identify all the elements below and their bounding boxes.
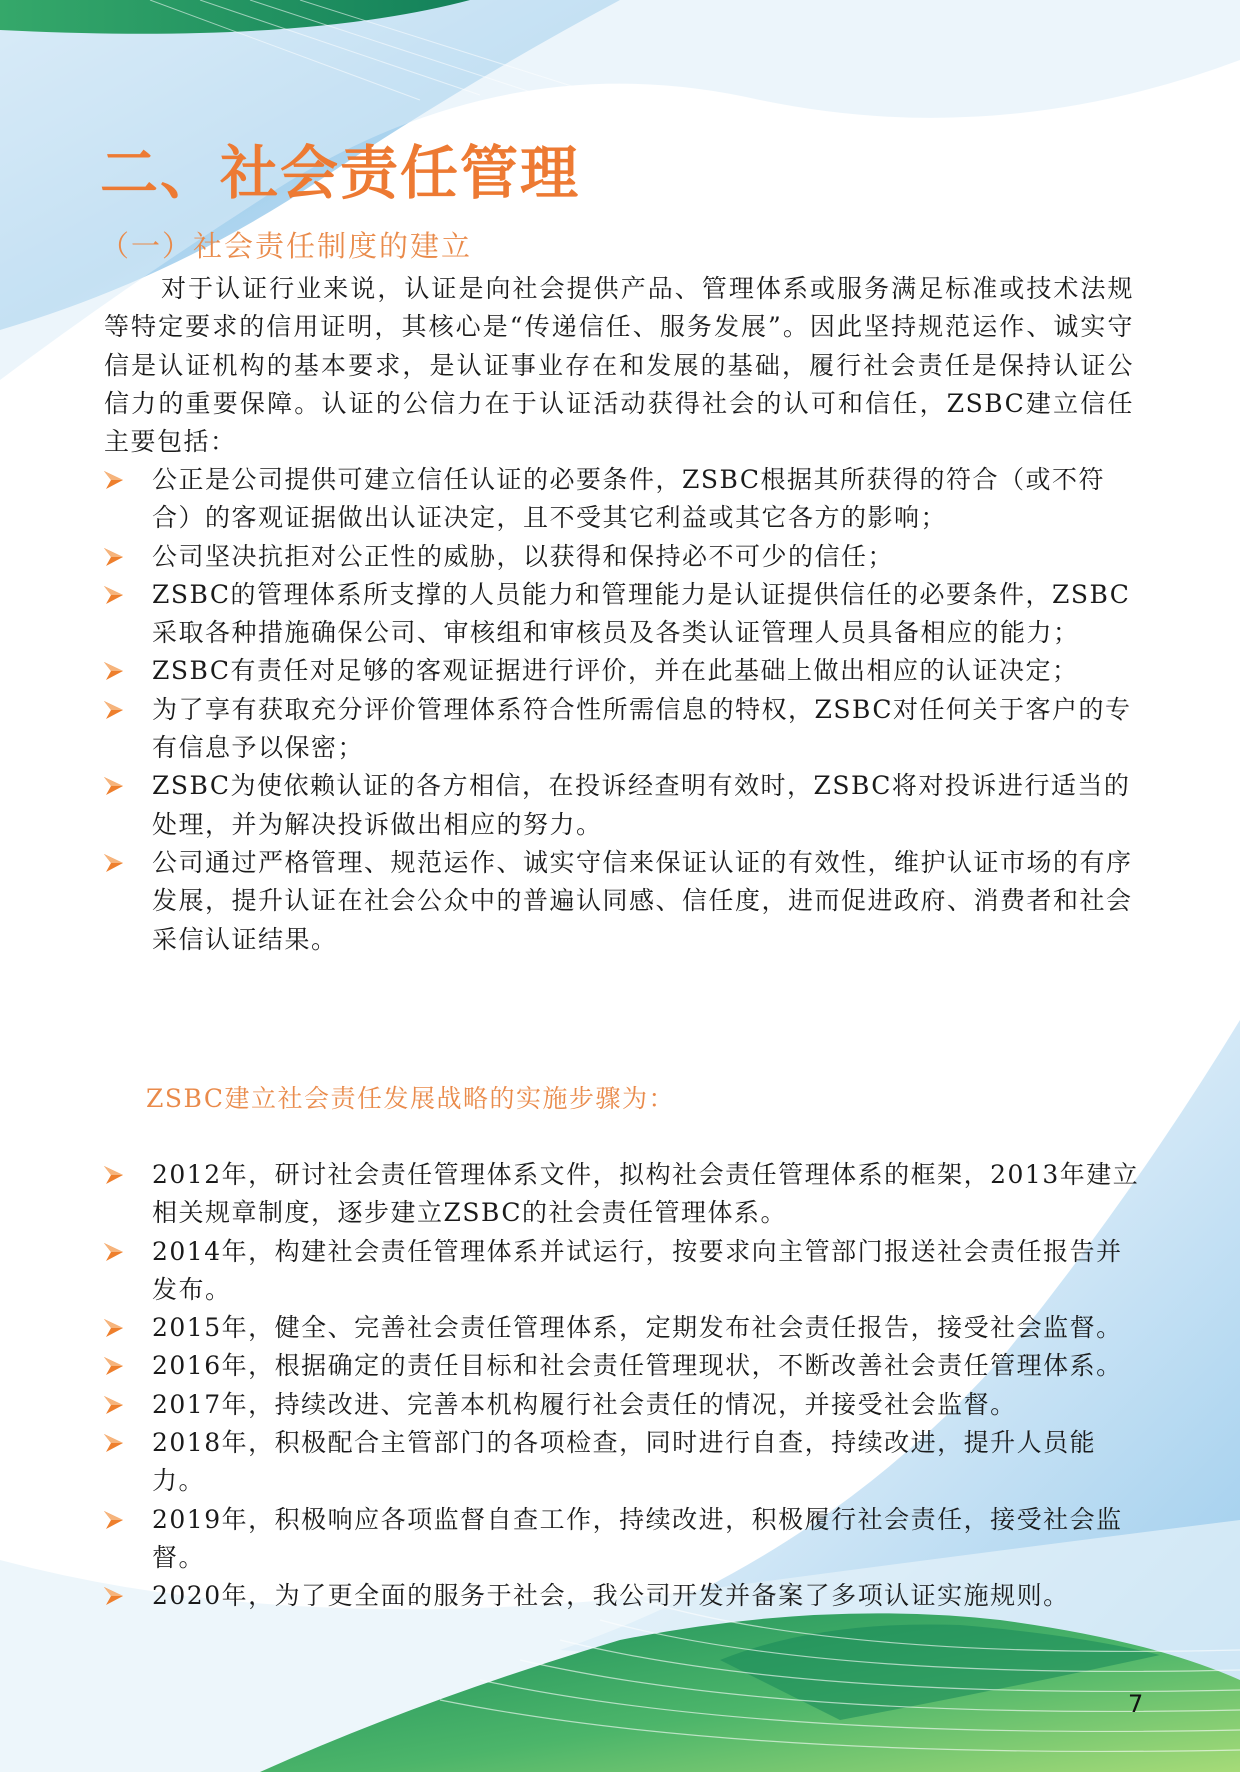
list-item (100, 1577, 1140, 1615)
list-item (100, 1347, 1140, 1385)
list-item (100, 461, 1140, 538)
arrowhead-bullet-icon (102, 660, 124, 682)
list-item (100, 1424, 1140, 1501)
arrowhead-bullet-icon (102, 852, 124, 874)
list-item-text: 2019年，积极响应各项监督自查工作，持续改进，积极履行社会责任，接受社会监督。 (152, 1504, 1123, 1572)
arrowhead-bullet-icon (102, 546, 124, 568)
list-item-text: ZSBC为使依赖认证的各方相信，在投诉经查明有效时，ZSBC将对投诉进行适当的处理，并为解决投诉做出相应的努力。 (152, 771, 1131, 839)
trust-list (100, 461, 1140, 959)
section-title: 二、社会责任管理 (100, 139, 581, 207)
list-item (100, 844, 1140, 959)
list-item-text: 2017年，持续改进、完善本机构履行社会责任的情况，并接受社会监督。 (152, 1389, 1017, 1419)
list-item (100, 1233, 1140, 1310)
arrowhead-bullet-icon (102, 1394, 124, 1416)
arrowhead-bullet-icon (102, 775, 124, 797)
list-item-text: 为了享有获取充分评价管理体系符合性所需信息的特权，ZSBC对任何关于客户的专有信息予以保密； (152, 694, 1132, 763)
arrowhead-bullet-icon (102, 1585, 124, 1607)
list-item (100, 538, 1140, 576)
list-item-text: 2018年，积极配合主管部门的各项检查，同时进行自查，持续改进，提升人员能力。 (152, 1428, 1097, 1496)
strategy-steps-list (100, 1156, 1140, 1616)
list-item-text: ZSBC有责任对足够的客观证据进行评价，并在此基础上做出相应的认证决定； (152, 656, 1079, 686)
list-item (100, 691, 1140, 768)
list-item (100, 1501, 1140, 1578)
arrowhead-bullet-icon (102, 1164, 124, 1186)
subsection-title: （一）社会责任制度的建立 (100, 229, 473, 263)
list-item-text: 2014年，构建社会责任管理体系并试运行，按要求向主管部门报送社会责任报告并发布。 (152, 1236, 1123, 1304)
arrowhead-bullet-icon (102, 469, 124, 491)
list-item-text: 2020年，为了更全面的服务于社会，我公司开发并备案了多项认证实施规则。 (152, 1581, 1070, 1611)
list-item (100, 1309, 1140, 1347)
arrowhead-bullet-icon (102, 1355, 124, 1377)
arrowhead-bullet-icon (102, 699, 124, 721)
list-item-text: 公正是公司提供可建立信任认证的必要条件，ZSBC根据其所获得的符合（或不符合）的客观证据做出认证决定，且不受其它利益或其它各方的影响； (152, 465, 1105, 533)
arrowhead-bullet-icon (102, 1432, 124, 1454)
list-item-text: ZSBC的管理体系所支撑的人员能力和管理能力是认证提供信任的必要条件，ZSBC采取各种措施确保公司、审核组和审核员及各类认证管理人员具备相应的能力； (152, 579, 1131, 648)
list-item (100, 1386, 1140, 1424)
list-item (100, 767, 1140, 844)
arrowhead-bullet-icon (102, 1509, 124, 1531)
list-item-text: 2016年，根据确定的责任目标和社会责任管理现状，不断改善社会责任管理体系。 (152, 1351, 1123, 1381)
list-item (100, 652, 1140, 690)
list-item (100, 576, 1140, 653)
list-item-text: 公司通过严格管理、规范运作、诚实守信来保证认证的有效性，维护认证市场的有序发展，提升认证在社会公众中的普遍认同感、信任度，进而促进政府、消费者和社会采信认证结果。 (152, 847, 1133, 954)
strategy-heading: ZSBC建立社会责任发展战略的实施步骤为： (146, 1084, 675, 1113)
arrowhead-bullet-icon (102, 1317, 124, 1339)
list-item (100, 1156, 1140, 1233)
page-number: 7 (1128, 1690, 1144, 1718)
list-item-text: 2015年，健全、完善社会责任管理体系，定期发布社会责任报告，接受社会监督。 (152, 1313, 1123, 1343)
arrowhead-bullet-icon (102, 584, 124, 606)
arrowhead-bullet-icon (102, 1241, 124, 1263)
list-item-text: 公司坚决抗拒对公正性的威胁，以获得和保持必不可少的信任； (152, 541, 895, 571)
intro-paragraph: 对于认证行业来说，认证是向社会提供产品、管理体系或服务满足标准或技术法规等特定要求的信用证明，其核心是“传递信任、服务发展”。因此坚持规范运作、诚实守信是认证机构的基本要求，是认证事业存在和发展的基础，履行社会责任是保持认证公信力的重要保障。认证的公信力在于认证活动获得社会的认可和信任，ZSBC建立信任主要包括： (104, 274, 1134, 457)
list-item-text: 2012年，研讨社会责任管理体系文件，拟构社会责任管理体系的框架，2013年建立相关规章制度，逐步建立ZSBC的社会责任管理体系。 (152, 1160, 1140, 1228)
